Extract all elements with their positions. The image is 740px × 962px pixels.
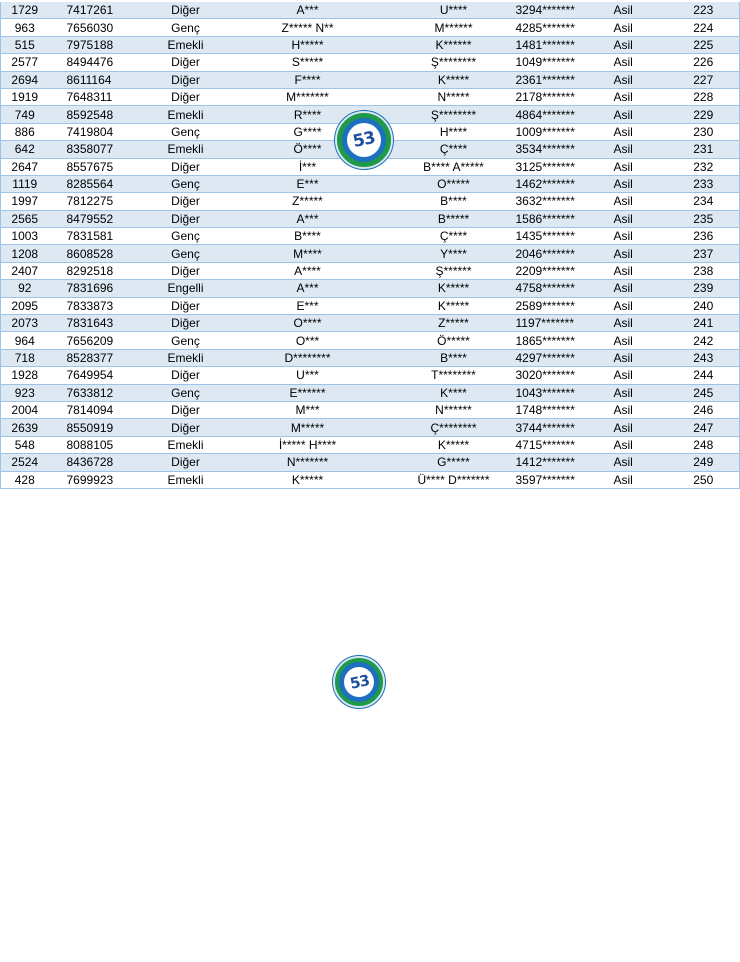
cell-last-name: K***** <box>396 280 512 297</box>
cell-first-name: E*** <box>220 175 396 192</box>
cell-type: Asil <box>610 297 668 314</box>
cell-draw-number: 229 <box>668 106 740 123</box>
cell-first-name: A*** <box>220 2 396 19</box>
cell-first-name: Z***** <box>220 193 396 210</box>
cell-id-number: 8479552 <box>49 210 152 227</box>
cell-type: Asil <box>610 158 668 175</box>
cell-draw-number: 248 <box>668 436 740 453</box>
cell-phone: 1412******* <box>512 454 610 471</box>
cell-first-name: A**** <box>220 262 396 279</box>
cell-category: Diğer <box>152 158 220 175</box>
cell-type: Asil <box>610 54 668 71</box>
table-row <box>1 262 740 279</box>
cell-row-number: 1119 <box>1 175 49 192</box>
cell-draw-number: 232 <box>668 158 740 175</box>
cell-last-name: K***** <box>396 297 512 314</box>
cell-phone: 1481******* <box>512 36 610 53</box>
cell-last-name: K***** <box>396 71 512 88</box>
cell-phone: 3744******* <box>512 419 610 436</box>
cell-first-name: M***** <box>220 419 396 436</box>
cell-id-number: 8285564 <box>49 175 152 192</box>
cell-type: Asil <box>610 401 668 418</box>
cell-type: Asil <box>610 106 668 123</box>
cell-first-name: S***** <box>220 54 396 71</box>
cell-first-name: B**** <box>220 228 396 245</box>
cell-category: Genç <box>152 175 220 192</box>
cell-id-number: 7699923 <box>49 471 152 488</box>
cell-row-number: 2639 <box>1 419 49 436</box>
table-row <box>1 71 740 88</box>
table-row <box>1 454 740 471</box>
cell-phone: 1049******* <box>512 54 610 71</box>
cell-last-name: B**** <box>396 193 512 210</box>
cell-last-name: N****** <box>396 401 512 418</box>
cell-first-name: A*** <box>220 280 396 297</box>
cell-last-name: K**** <box>396 384 512 401</box>
cell-id-number: 7812275 <box>49 193 152 210</box>
table-row <box>1 436 740 453</box>
cell-last-name: M****** <box>396 19 512 36</box>
cell-row-number: 718 <box>1 349 49 366</box>
table-row <box>1 367 740 384</box>
cell-category: Emekli <box>152 36 220 53</box>
table-row <box>1 19 740 36</box>
cell-category: Diğer <box>152 297 220 314</box>
cell-row-number: 2095 <box>1 297 49 314</box>
cell-type: Asil <box>610 36 668 53</box>
cell-id-number: 8550919 <box>49 419 152 436</box>
cell-first-name: O**** <box>220 315 396 332</box>
cell-row-number: 1919 <box>1 88 49 105</box>
cell-category: Genç <box>152 19 220 36</box>
cell-last-name: O***** <box>396 175 512 192</box>
cell-row-number: 1729 <box>1 2 49 19</box>
cell-row-number: 2407 <box>1 262 49 279</box>
cell-row-number: 2073 <box>1 315 49 332</box>
cell-phone: 3597******* <box>512 471 610 488</box>
cell-phone: 1462******* <box>512 175 610 192</box>
cell-draw-number: 239 <box>668 280 740 297</box>
cell-row-number: 515 <box>1 36 49 53</box>
cell-draw-number: 250 <box>668 471 740 488</box>
cell-draw-number: 231 <box>668 141 740 158</box>
cell-draw-number: 226 <box>668 54 740 71</box>
table-row <box>1 193 740 210</box>
cell-row-number: 1928 <box>1 367 49 384</box>
cell-type: Asil <box>610 141 668 158</box>
cell-draw-number: 241 <box>668 315 740 332</box>
cell-first-name: İ***** H**** <box>220 436 396 453</box>
cell-first-name: Z***** N** <box>220 19 396 36</box>
cell-category: Diğer <box>152 367 220 384</box>
cell-category: Genç <box>152 384 220 401</box>
cell-draw-number: 238 <box>668 262 740 279</box>
cell-last-name: U**** <box>396 2 512 19</box>
cell-last-name: K****** <box>396 36 512 53</box>
cell-row-number: 749 <box>1 106 49 123</box>
cell-type: Asil <box>610 71 668 88</box>
table-row <box>1 228 740 245</box>
cell-type: Asil <box>610 315 668 332</box>
cell-id-number: 7417261 <box>49 2 152 19</box>
cell-last-name: B**** <box>396 349 512 366</box>
cell-category: Diğer <box>152 54 220 71</box>
cell-category: Diğer <box>152 419 220 436</box>
cell-draw-number: 242 <box>668 332 740 349</box>
cell-id-number: 7833873 <box>49 297 152 314</box>
cell-type: Asil <box>610 384 668 401</box>
table-row <box>1 471 740 488</box>
table-row <box>1 349 740 366</box>
cell-category: Diğer <box>152 454 220 471</box>
cell-draw-number: 227 <box>668 71 740 88</box>
cell-id-number: 7633812 <box>49 384 152 401</box>
cell-type: Asil <box>610 436 668 453</box>
cell-category: Diğer <box>152 88 220 105</box>
cell-first-name: G**** <box>220 123 396 140</box>
table-row <box>1 384 740 401</box>
cell-phone: 4758******* <box>512 280 610 297</box>
table-row <box>1 245 740 262</box>
cell-first-name: F**** <box>220 71 396 88</box>
cell-draw-number: 234 <box>668 193 740 210</box>
cell-id-number: 8358077 <box>49 141 152 158</box>
cell-id-number: 7649954 <box>49 367 152 384</box>
cell-phone: 1009******* <box>512 123 610 140</box>
cell-category: Genç <box>152 228 220 245</box>
table-row <box>1 36 740 53</box>
cell-phone: 4285******* <box>512 19 610 36</box>
cell-type: Asil <box>610 332 668 349</box>
watermark-logo-bottom <box>333 656 385 708</box>
table-row <box>1 2 740 19</box>
cell-category: Diğer <box>152 401 220 418</box>
cell-draw-number: 243 <box>668 349 740 366</box>
cell-last-name: Ç******** <box>396 419 512 436</box>
cell-phone: 3534******* <box>512 141 610 158</box>
cell-row-number: 1208 <box>1 245 49 262</box>
cell-draw-number: 237 <box>668 245 740 262</box>
table-row <box>1 88 740 105</box>
cell-draw-number: 246 <box>668 401 740 418</box>
cell-draw-number: 223 <box>668 2 740 19</box>
table-row <box>1 332 740 349</box>
cell-category: Diğer <box>152 262 220 279</box>
cell-first-name: O*** <box>220 332 396 349</box>
cell-last-name: Ç**** <box>396 228 512 245</box>
cell-phone: 1197******* <box>512 315 610 332</box>
cell-phone: 2589******* <box>512 297 610 314</box>
cell-last-name: Z***** <box>396 315 512 332</box>
cell-id-number: 7831643 <box>49 315 152 332</box>
cell-last-name: B***** <box>396 210 512 227</box>
cell-id-number: 7831581 <box>49 228 152 245</box>
table-row <box>1 297 740 314</box>
cell-phone: 4715******* <box>512 436 610 453</box>
cell-id-number: 7419804 <box>49 123 152 140</box>
cell-phone: 3294******* <box>512 2 610 19</box>
cell-first-name: E*** <box>220 297 396 314</box>
cell-row-number: 2647 <box>1 158 49 175</box>
cell-category: Genç <box>152 332 220 349</box>
cell-category: Diğer <box>152 71 220 88</box>
cell-phone: 3020******* <box>512 367 610 384</box>
cell-id-number: 7656030 <box>49 19 152 36</box>
cell-type: Asil <box>610 88 668 105</box>
cell-phone: 3125******* <box>512 158 610 175</box>
cell-last-name: Ç**** <box>396 141 512 158</box>
cell-draw-number: 240 <box>668 297 740 314</box>
cell-type: Asil <box>610 193 668 210</box>
cell-draw-number: 225 <box>668 36 740 53</box>
cell-category: Emekli <box>152 471 220 488</box>
cell-phone: 1435******* <box>512 228 610 245</box>
cell-last-name: N***** <box>396 88 512 105</box>
cell-phone: 2209******* <box>512 262 610 279</box>
cell-type: Asil <box>610 454 668 471</box>
cell-type: Asil <box>610 367 668 384</box>
cell-last-name: K***** <box>396 436 512 453</box>
cell-draw-number: 245 <box>668 384 740 401</box>
cell-type: Asil <box>610 210 668 227</box>
cell-draw-number: 228 <box>668 88 740 105</box>
cell-draw-number: 244 <box>668 367 740 384</box>
cell-row-number: 923 <box>1 384 49 401</box>
cell-last-name: Ö***** <box>396 332 512 349</box>
cell-draw-number: 224 <box>668 19 740 36</box>
cell-first-name: M*** <box>220 401 396 418</box>
cell-last-name: Y**** <box>396 245 512 262</box>
cell-type: Asil <box>610 228 668 245</box>
cell-row-number: 1003 <box>1 228 49 245</box>
cell-row-number: 1997 <box>1 193 49 210</box>
cell-type: Asil <box>610 245 668 262</box>
cell-first-name: R**** <box>220 106 396 123</box>
cell-category: Engelli <box>152 280 220 297</box>
cell-last-name: G***** <box>396 454 512 471</box>
cell-last-name: Ü**** D******* <box>396 471 512 488</box>
cell-first-name: A*** <box>220 210 396 227</box>
cell-phone: 1586******* <box>512 210 610 227</box>
watermark-logo-top <box>335 111 393 169</box>
cell-last-name: Ş****** <box>396 262 512 279</box>
cell-phone: 2361******* <box>512 71 610 88</box>
cell-draw-number: 247 <box>668 419 740 436</box>
cell-category: Diğer <box>152 2 220 19</box>
cell-phone: 3632******* <box>512 193 610 210</box>
cell-category: Diğer <box>152 210 220 227</box>
cell-category: Emekli <box>152 141 220 158</box>
cell-row-number: 2565 <box>1 210 49 227</box>
cell-type: Asil <box>610 175 668 192</box>
cell-last-name: Ş******** <box>396 106 512 123</box>
cell-draw-number: 235 <box>668 210 740 227</box>
cell-id-number: 8611164 <box>49 71 152 88</box>
cell-id-number: 8292518 <box>49 262 152 279</box>
cell-id-number: 8608528 <box>49 245 152 262</box>
table-row <box>1 280 740 297</box>
cell-first-name: İ*** <box>220 158 396 175</box>
cell-first-name: Ö**** <box>220 141 396 158</box>
cell-phone: 4297******* <box>512 349 610 366</box>
cell-row-number: 2524 <box>1 454 49 471</box>
cell-last-name: Ş******** <box>396 54 512 71</box>
cell-phone: 4864******* <box>512 106 610 123</box>
cell-category: Emekli <box>152 106 220 123</box>
cell-row-number: 548 <box>1 436 49 453</box>
cell-id-number: 8592548 <box>49 106 152 123</box>
cell-first-name: E****** <box>220 384 396 401</box>
cell-category: Genç <box>152 245 220 262</box>
cell-category: Diğer <box>152 193 220 210</box>
cell-id-number: 8088105 <box>49 436 152 453</box>
cell-row-number: 2004 <box>1 401 49 418</box>
cell-draw-number: 233 <box>668 175 740 192</box>
cell-id-number: 7831696 <box>49 280 152 297</box>
cell-first-name: K***** <box>220 471 396 488</box>
cell-row-number: 642 <box>1 141 49 158</box>
cell-type: Asil <box>610 262 668 279</box>
cell-phone: 2178******* <box>512 88 610 105</box>
cell-row-number: 2694 <box>1 71 49 88</box>
cell-category: Diğer <box>152 315 220 332</box>
cell-row-number: 964 <box>1 332 49 349</box>
cell-phone: 1748******* <box>512 401 610 418</box>
cell-row-number: 92 <box>1 280 49 297</box>
cell-type: Asil <box>610 123 668 140</box>
table-row <box>1 210 740 227</box>
table-row <box>1 54 740 71</box>
cell-id-number: 8557675 <box>49 158 152 175</box>
cell-category: Genç <box>152 123 220 140</box>
cell-first-name: M**** <box>220 245 396 262</box>
cell-type: Asil <box>610 349 668 366</box>
cell-id-number: 8494476 <box>49 54 152 71</box>
cell-phone: 1043******* <box>512 384 610 401</box>
cell-id-number: 7975188 <box>49 36 152 53</box>
cell-type: Asil <box>610 2 668 19</box>
cell-last-name: B**** A***** <box>396 158 512 175</box>
cell-type: Asil <box>610 280 668 297</box>
cell-type: Asil <box>610 19 668 36</box>
table-body <box>1 2 740 488</box>
cell-id-number: 7648311 <box>49 88 152 105</box>
cell-row-number: 886 <box>1 123 49 140</box>
cell-type: Asil <box>610 471 668 488</box>
cell-first-name: D******** <box>220 349 396 366</box>
cell-category: Emekli <box>152 436 220 453</box>
cell-id-number: 7814094 <box>49 401 152 418</box>
cell-draw-number: 230 <box>668 123 740 140</box>
cell-draw-number: 236 <box>668 228 740 245</box>
cell-phone: 1865******* <box>512 332 610 349</box>
cell-phone: 2046******* <box>512 245 610 262</box>
cell-row-number: 428 <box>1 471 49 488</box>
table-row <box>1 175 740 192</box>
table-row <box>1 419 740 436</box>
cell-id-number: 7656209 <box>49 332 152 349</box>
cell-first-name: N******* <box>220 454 396 471</box>
cell-last-name: T******** <box>396 367 512 384</box>
cell-last-name: H**** <box>396 123 512 140</box>
cell-first-name: M******* <box>220 88 396 105</box>
table-row <box>1 401 740 418</box>
cell-id-number: 8436728 <box>49 454 152 471</box>
cell-category: Emekli <box>152 349 220 366</box>
cell-first-name: H***** <box>220 36 396 53</box>
logo-mark: 53 <box>351 127 377 153</box>
cell-row-number: 2577 <box>1 54 49 71</box>
results-table <box>0 2 740 489</box>
cell-row-number: 963 <box>1 19 49 36</box>
cell-type: Asil <box>610 419 668 436</box>
cell-draw-number: 249 <box>668 454 740 471</box>
cell-id-number: 8528377 <box>49 349 152 366</box>
logo-mark: 53 <box>347 671 371 693</box>
table-row <box>1 315 740 332</box>
cell-first-name: U*** <box>220 367 396 384</box>
